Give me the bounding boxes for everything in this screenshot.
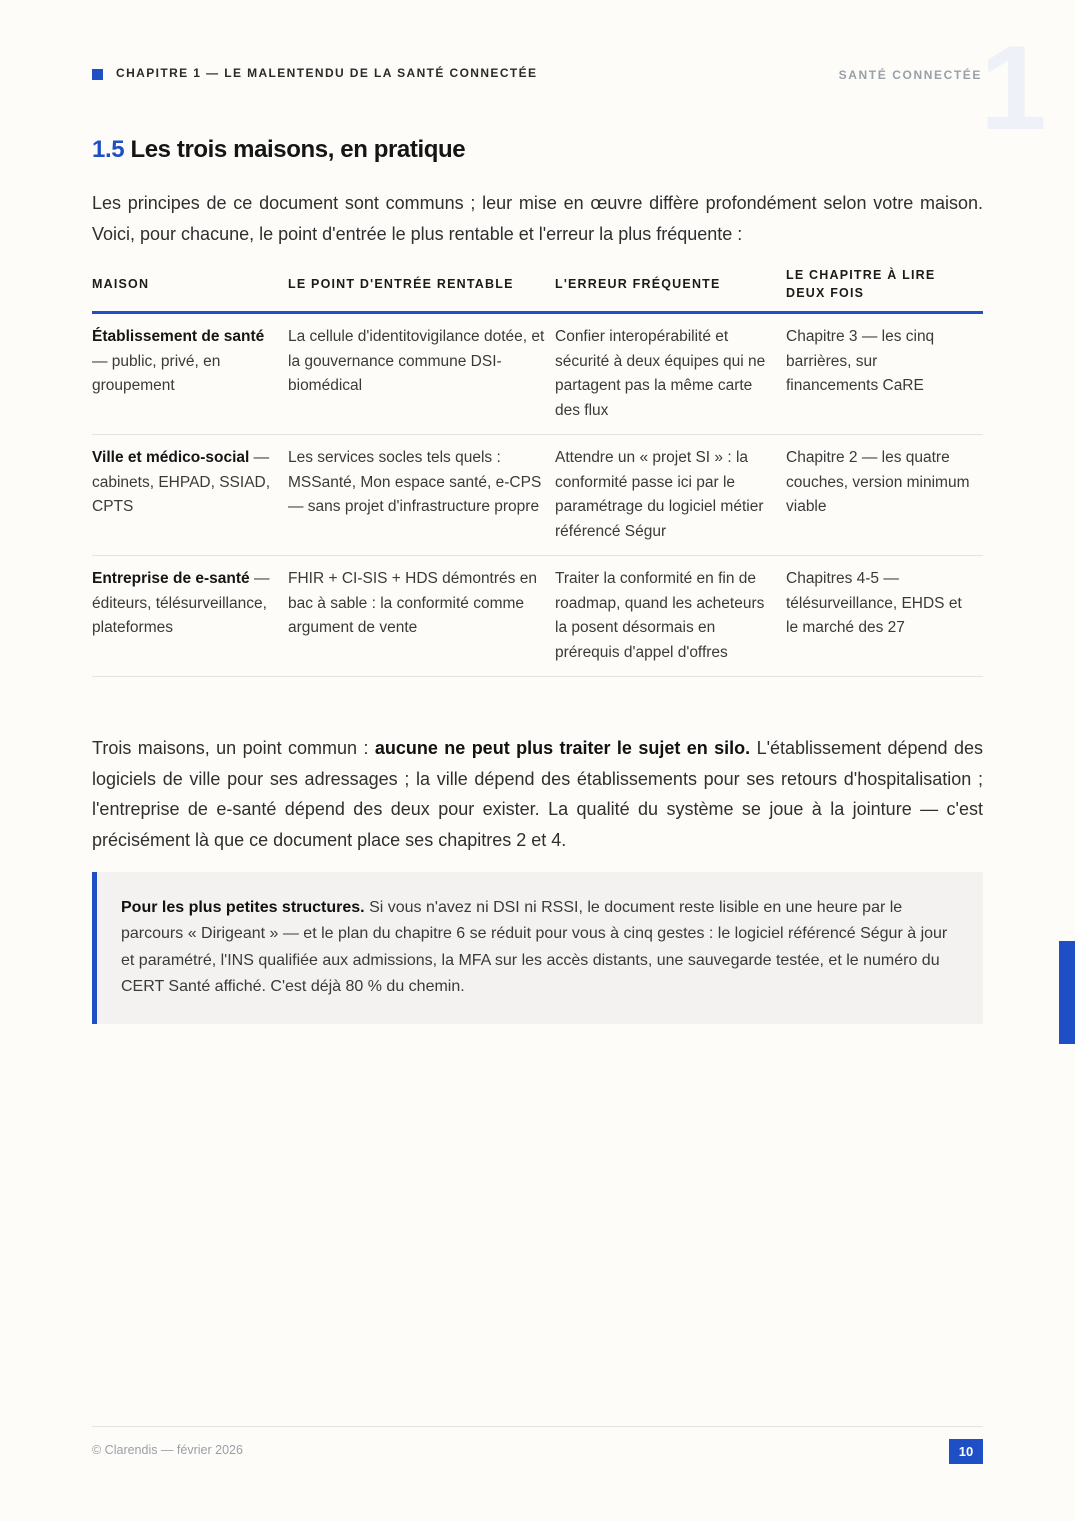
- maison-detail: — éditeurs, télésurveillance, plateformes: [92, 570, 270, 636]
- table-header-row: [92, 256, 983, 313]
- houses-table: [92, 256, 983, 677]
- cell-error: Confier interopérabilité et sécurité à deux équipes qui ne partagent pas la même carte des flux: [555, 313, 786, 435]
- maison-name: Entreprise de e-santé: [92, 570, 250, 587]
- maison-detail: — public, privé, en groupement: [92, 352, 221, 394]
- footer-copyright: © Clarendis — février 2026: [92, 1443, 243, 1457]
- closing-emphasis: aucune ne peut plus traiter le sujet en silo.: [374, 738, 751, 758]
- table-row: [92, 556, 983, 677]
- cell-chapter: Chapitre 3 — les cinq barrières, sur financements CaRE: [786, 313, 983, 435]
- closing-lead: Trois maisons, un point commun :: [92, 738, 375, 758]
- column-header-chapter: LE CHAPITRE À LIRE DEUX FOIS: [786, 256, 983, 313]
- intro-paragraph: Les principes de ce document sont communs ; leur mise en œuvre diffère profondément selon votre maison. Voici, pour chacune, le point d'entrée le plus rentable et l'erreur la plus fréquente :: [92, 193, 983, 244]
- callout-body: Si vous n'avez ni DSI ni RSSI, le document reste lisible en une heure par le parcours « Dirigeant » — et le plan du chapitre 6 se réduit pour vous à cinq gestes : le logiciel référencé Ségur à jour et paramétré, l'INS qualifiée aux admissions, la MFA sur les accès distants, une sauvegarde testée, et le numéro du CERT Santé affiché. C'est déjà 80 % du chemin.: [121, 899, 948, 995]
- closing-paragraph: [92, 733, 983, 855]
- cell-maison: [92, 435, 288, 556]
- cell-entry: FHIR + CI-SIS + HDS démontrés en bac à sable : la conformité comme argument de vente: [288, 556, 555, 677]
- maison-name: Ville et médico-social: [92, 449, 250, 466]
- page-number-badge: 10: [949, 1439, 983, 1464]
- cell-error: Attendre un « projet SI » : la conformité passe ici par le paramétrage du logiciel métier référencé Ségur: [555, 435, 786, 556]
- cell-chapter: Chapitre 2 — les quatre couches, version minimum viable: [786, 435, 983, 556]
- section-title: Les trois maisons, en pratique: [130, 136, 466, 163]
- cell-maison: [92, 313, 288, 435]
- callout-text: [121, 895, 961, 1000]
- header-accent-square: [92, 69, 103, 80]
- document-title: SANTÉ CONNECTÉE: [838, 68, 982, 82]
- table-row: [92, 313, 983, 435]
- chapter-side-tab: [1059, 941, 1075, 1044]
- small-structures-callout: [92, 872, 983, 1024]
- cell-entry: Les services socles tels quels : MSSanté, Mon espace santé, e-CPS — sans projet d'infrastructure propre: [288, 435, 555, 556]
- maison-name: Établissement de santé: [92, 328, 265, 345]
- section-number: 1.5: [92, 136, 125, 163]
- cell-entry: La cellule d'identitovigilance dotée, et la gouvernance commune DSI-biomédical: [288, 313, 555, 435]
- cell-chapter: Chapitres 4-5 — télésurveillance, EHDS et le marché des 27: [786, 556, 983, 677]
- section-heading: [92, 136, 465, 164]
- chapter-watermark-number: 1: [980, 21, 1047, 155]
- cell-maison: [92, 556, 288, 677]
- cell-error: Traiter la conformité en fin de roadmap, quand les acheteurs la posent désormais en prérequis d'appel d'offres: [555, 556, 786, 677]
- chapter-breadcrumb: CHAPITRE 1 — LE MALENTENDU DE LA SANTÉ CONNECTÉE: [116, 66, 538, 80]
- column-header-entry: LE POINT D'ENTRÉE RENTABLE: [288, 256, 555, 313]
- footer-divider: [92, 1426, 983, 1427]
- column-header-maison: MAISON: [92, 256, 288, 313]
- column-header-error: L'ERREUR FRÉQUENTE: [555, 256, 786, 313]
- closing-rest: L'établissement dépend des logiciels de ville pour ses adressages ; la ville dépend des établissements pour ses retours d'hospitalisation ; l'entreprise de e-santé dépend des deux pour exister. La qualité du système se joue à la jointure — c'est précisément là que ce document place ses chapitres 2 et 4.: [92, 738, 983, 850]
- maison-detail: — cabinets, EHPAD, SSIAD, CPTS: [92, 449, 271, 515]
- table-row: [92, 435, 983, 556]
- callout-title: Pour les plus petites structures.: [121, 899, 365, 916]
